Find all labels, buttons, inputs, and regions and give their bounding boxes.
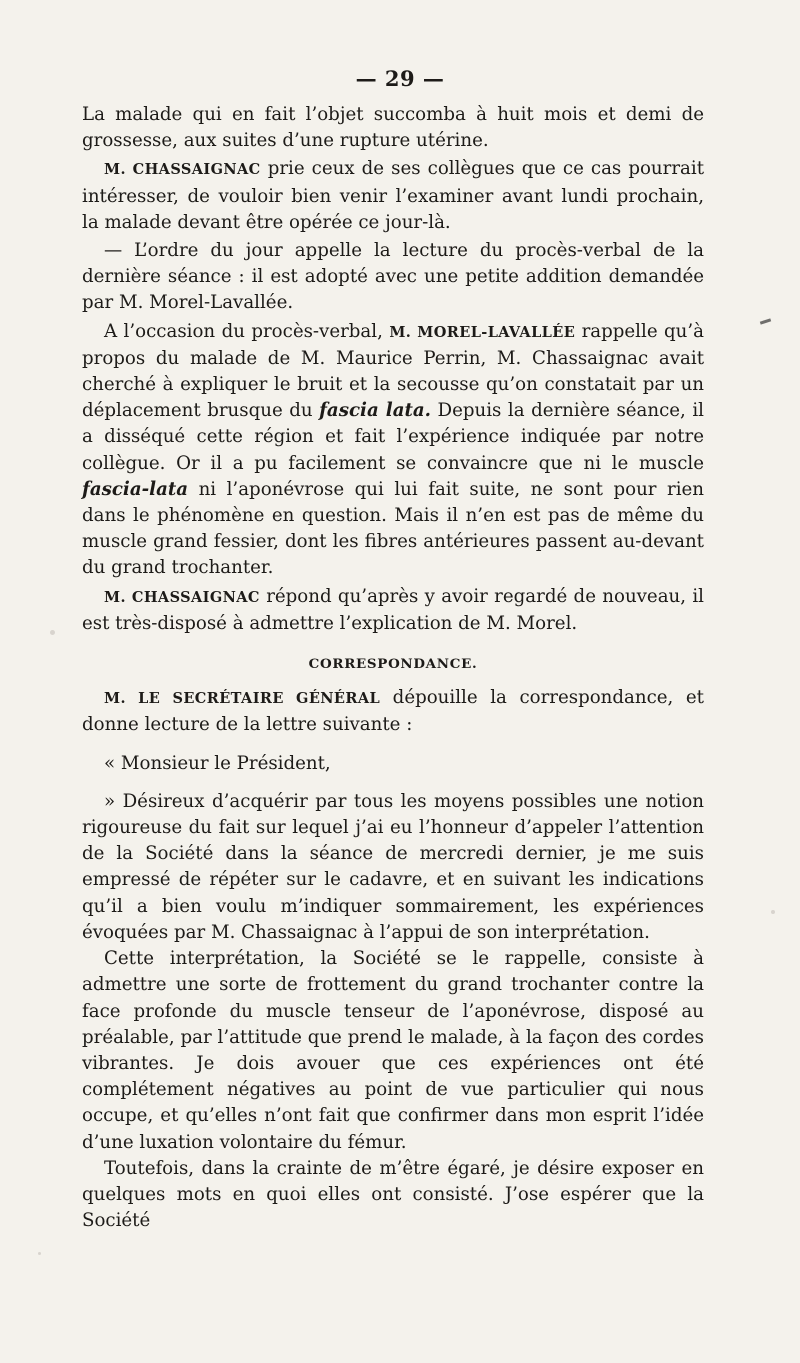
speaker-morel-lavallee: M. MOREL-LAVALLÉE <box>389 323 576 341</box>
paragraph-4-text-c: ni l’aponévrose qui lui fait suite, ne sont pour rien dans le phénomène en question. Mais il n’en est pas de même du muscle grand fessier, dont les fibres antérieures passent au-devant du grand trochanter. <box>82 478 704 579</box>
page-number: — 29 — <box>355 66 445 91</box>
main-text <box>82 102 704 1234</box>
paragraph-4 <box>82 319 704 582</box>
section-title-correspondance: CORRESPONDANCE. <box>308 656 478 673</box>
paper-spot <box>38 1252 41 1255</box>
paragraph-3: — L’ordre du jour appelle la lecture du procès-verbal de la dernière séance : il est adopté avec une petite addition demandée par M. Morel-Lavallée. <box>82 240 704 314</box>
paper-spot <box>50 630 55 635</box>
paragraph-5 <box>82 584 704 637</box>
speaker-chassaignac-reply: M. CHASSAIGNAC <box>104 588 260 606</box>
paragraph-4-text-b: Depuis la dernière séance, il a disséqué cette région et fait l’expérience indiquée par notre collègue. Or il a pu facilement se convaincre que ni le muscle <box>82 400 704 474</box>
speaker-chassaignac: M. CHASSAIGNAC <box>104 161 261 179</box>
paper-spot <box>771 910 775 914</box>
letter-salutation: « Monsieur le Président, <box>104 752 331 774</box>
letter-paragraph-1: » Désireux d’acquérir par tous les moyens possibles une notion rigoureuse du fait sur lequel j’ai eu l’honneur d’appeler l’attention de la Société dans la séance de mercredi dernier, je me suis empressé de répéter sur le cadavre, et en suivant les indications qu’il a bien voulu m’indiquer sommairement, les expériences évoquées par M. Chassaignac à l’appui de son interprétation. <box>82 790 704 943</box>
paragraph-4-intro: A l’occasion du procès-verbal, <box>104 320 390 342</box>
paragraph-6 <box>82 685 704 738</box>
paragraph-2 <box>82 156 704 236</box>
term-fascia-lata-muscle: fascia-lata <box>82 478 189 500</box>
paragraph-5-text: répond qu’après y avoir regardé de nouveau, il est très-disposé à admettre l’explication de M. Morel. <box>82 585 704 634</box>
paragraph-6-text: dépouille la correspondance, et donne lecture de la lettre suivante : <box>82 687 704 736</box>
paragraph-1: La malade qui en fait l’objet succomba à huit mois et demi de grossesse, aux suites d’une rupture utérine. <box>82 104 704 152</box>
letter-paragraph-2: Cette interprétation, la Société se le rappelle, consiste à admettre une sorte de frottement du grand trochanter contre la face profonde du muscle tenseur de l’aponévrose, disposé au préalable, par l’attitude que prend le malade, à la façon des cordes vibrantes. Je dois avouer que ces expériences ont été complétement négatives au point de vue particulier qui nous occupe, et qu’elles n’ont fait que confirmer dans mon esprit l’idée d’une luxation volontaire du fémur. <box>82 948 704 1153</box>
letter-paragraph-3: Toutefois, dans la crainte de m’être égaré, je désire exposer en quelques mots en quoi elles ont consisté. J’ose espérer que la Société <box>82 1157 704 1232</box>
paragraph-4-text-a: rappelle qu’à propos du malade de M. Maurice Perrin, M. Chassaignac avait cherché à expliquer le bruit et la secousse qu’on constatait par un déplacement brusque du <box>82 320 704 422</box>
margin-ink-mark <box>760 318 771 324</box>
speaker-secretaire-general: M. LE SECRÉTAIRE GÉNÉRAL <box>104 690 381 708</box>
term-fascia-lata: fascia lata. <box>319 400 432 422</box>
paragraph-2-text: prie ceux de ses collègues que ce cas pourrait intéresser, de vouloir bien venir l’examiner avant lundi prochain, la malade devant être opérée ce jour-là. <box>82 158 704 233</box>
